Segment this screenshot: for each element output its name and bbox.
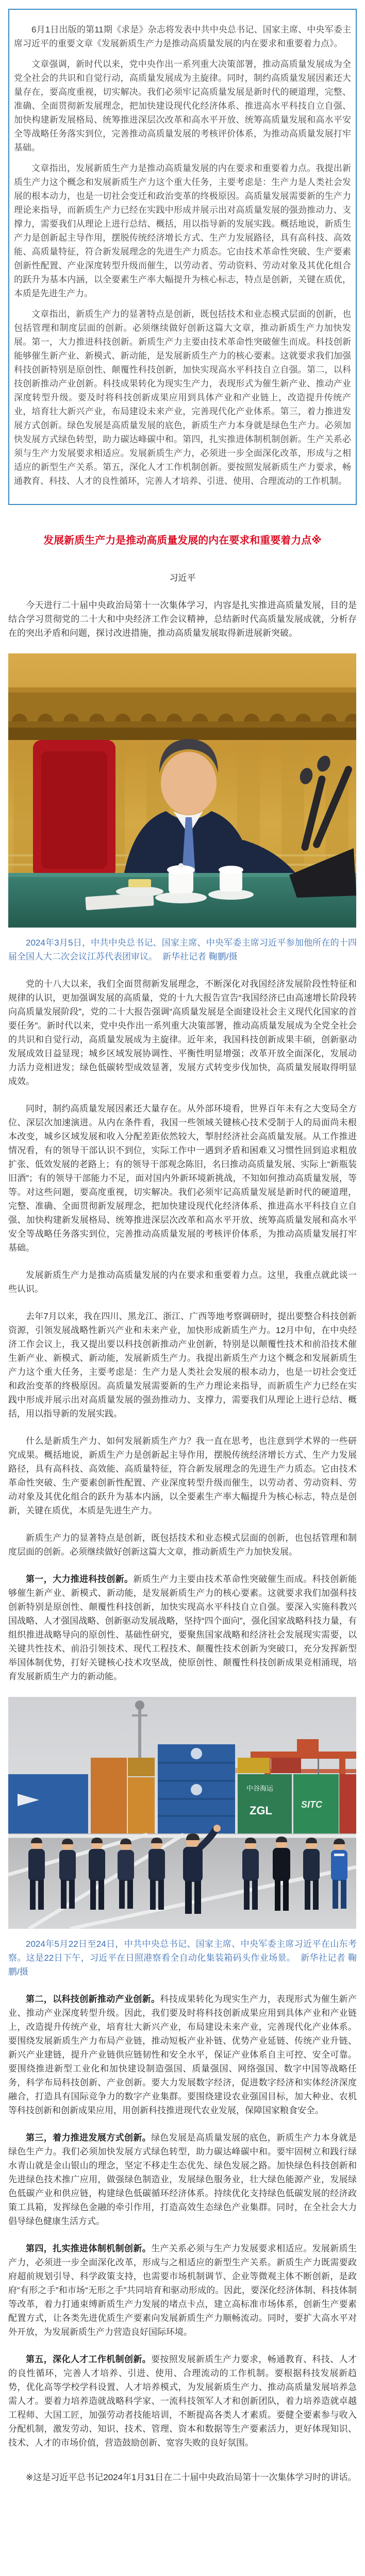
point-lead: 第三，着力推进发展方式创新。: [26, 2133, 152, 2143]
body-paragraph: 什么是新质生产力、如何发展新质生产力？我一直在思考，也注意到学术界的一些研究成果。概括地说，新质生产力是创新起主导作用，摆脱传统经济增长方式、生产力发展路径，具有高科技、高效能、高质量特征，符合新发展理念的先进生产力质态。它由技术革命性突破、生产要素创新性配置、产业深度转型升级而催生，以劳动者、劳动资料、劳动对象及其优化组合的跃升为基本内涵，以全要素生产率大幅提升为核心标志，特点是创新，关键在质优，本质是先进生产力。: [8, 1436, 357, 1516]
body-paragraph-point-2: [8, 1992, 357, 2117]
photo-xi-npc-jiangsu-illustration: [8, 653, 356, 928]
photo-caption: [8, 936, 357, 964]
container-label-zgl: ZGL: [250, 1804, 272, 1817]
point-lead: 第一，大力推进科技创新。: [26, 1574, 134, 1584]
point-lead: 第二，以科技创新推动产业创新。: [26, 1994, 160, 2004]
photo-xi-rizhao-port: [8, 1697, 357, 1929]
body-paragraph-point-3: [8, 2131, 357, 2228]
body-paragraph: 去年7月以来，我在四川、黑龙江、浙江、广西等地考察调研时，提出要整合科技创新资源，引领发展战略性新兴产业和未来产业，加快形成新质生产力。12月中旬，在中央经济工作会议上，我又提出要以科技创新推动产业创新，特别是以颠覆性技术和前沿技术催生新产业、新模式、新动能，发展新质生产力。我提出新质生产力这个概念和发展新质生产力这个重大任务，主要考虑是：生产力是人类社会发展的根本动力，也是一切社会变迁和政治变革的终极原因。高质量发展需要新的生产力理论来指导，而新质生产力已经在实践中形成并展示出对高质量发展的强劲推动力、支撑力，需要我们从理论上进行总结、概括，用以指导新的发展实践。: [8, 1311, 357, 1419]
photo-xi-npc-jiangsu-delegation: [8, 653, 357, 928]
summary-paragraph: 文章指出，发展新质生产力是推动高质量发展的内在要求和重要着力点。我提出新质生产力这个概念和发展新质生产力这个重大任务，主要考虑是：生产力是人类社会发展的根本动力，也是一切社会变迁和政治变革的终极原因。高质量发展需要新的生产力理论来指导，而新质生产力已经在实践中形成并展示出对高质量发展的强劲推动力、支撑力，需要我们从理论上进行总结、概括，用以指导新的发展实践。概括地说，新质生产力是创新起主导作用，摆脱传统经济增长方式、生产力发展路径，具有高科技、高效能、高质量特征，符合新发展理念的先进生产力质态。它由技术革命性突破、生产要素创新性配置、产业深度转型升级而催生，以劳动者、劳动资料、劳动对象及其优化组合的跃升为基本内涵，以全要素生产率大幅提升为核心标志，特点是创新，关键在质优，本质是先进生产力。: [14, 163, 351, 298]
point-text: 新质生产力主要由技术革命性突破催生而成。科技创新能够催生新产业、新模式、新动能，是发展新质生产力的核心要素。这就要求我们加强科技创新特别是原创性、颠覆性科技创新，加快实现高水平科技自立自强。要深入实施科教兴国战略、人才强国战略、创新驱动发展战略，坚持“四个面向”，强化国家战略科技力量，有组织推进战略导向的原创性、基础性研究，要聚焦国家战略和经济社会发展现实需要，以关键共性技术、前沿引领技术、现代工程技术、颠覆性技术创新为突破口，充分发挥新型举国体制优势，打好关键核心技术攻坚战，使原创性、颠覆性科技创新成果竞相涌现，培育发展新质生产力的新动能。: [8, 1574, 357, 1681]
article-title: 发展新质生产力是推动高质量发展的内在要求和重要着力点※: [43, 535, 322, 546]
point-lead: 第四，扎实推进体制机制创新。: [26, 2244, 152, 2253]
point-text: 生产关系必须与生产力发展要求相适应。发展新质生产力，必须进一步全面深化改革，形成与之相适应的新型生产关系。新质生产力既需要政府超前规划引导、科学政策支持，也需要市场机制调节、企业等微观主体不断创新，是政府“有形之手”和市场“无形之手”共同培育和驱动形成的。因此，要深化经济体制、科技体制等改革，着力打通束缚新质生产力发展的堵点卡点，建立高标准市场体系，创新生产要素配置方式，让各类先进优质生产要素向发展新质生产力顺畅流动。同时，要扩大高水平对外开放，为发展新质生产力营造良好国际环境。: [8, 2244, 357, 2337]
body-paragraph-point-1: [8, 1572, 357, 1683]
container-label-zhonggu: 中谷海运: [246, 1784, 274, 1792]
point-text: 科技成果转化为现实生产力，表现形式为催生新产业、推动产业深度转型升级。因此，我们要及时将科技创新成果应用到具体产业和产业链上，改造提升传统产业，培育壮大新兴产业，布局建设未来产业，完善现代化产业体系。要围绕发展新质生产力布局产业链，推动短板产业补链、优势产业延链、传统产业升链、新兴产业建链，提升产业链供应链韧性和安全水平，保证产业体系自主可控、安全可靠。要围绕推进新型工业化和加快建设制造强国、质量强国、网络强国、数字中国等战略任务，科学布局科技创新、产业创新。要大力发展数字经济，促进数字经济和实体经济深度融合，打造具有国际竞争力的数字产业集群。要围绕建设农业强国目标，加大种业、农机等科技创新和创新成果应用，用创新科技推进现代农业发展，保障国家粮食安全。: [8, 1994, 357, 2115]
point-lead: 第五，深化人才工作机制创新。: [26, 2354, 152, 2364]
body-paragraph: 党的十八大以来，我们全面贯彻新发展理念，不断深化对我国经济发展阶段性特征和规律的认识，更加强调发展的高质量，党的十九大报告宣告“我国经济已由高速增长阶段转向高质量发展阶段”，党的二十大报告强调“高质量发展是全面建设社会主义现代化国家的首要任务”。新时代以来，党中央作出一系列重大决策部署，推动高质量发展成为全党全社会的共识和自觉行动，高质量发展成为主旋律。近年来，我国科技创新成果丰硕，创新驱动发展成效日益显现；城乡区域发展协调性、平衡性明显增强；改革开放全面深化，发展动力活力竞相迸发；绿色低碳转型成效显著，发展方式转变步伐加快，高质量发展取得明显成效。: [8, 979, 357, 1086]
author-name: 习近平: [169, 573, 196, 583]
footnote: ※这是习近平总书记2024年1月31日在二十届中央政治局第十一次集体学习时的讲话。: [26, 2472, 357, 2482]
body-paragraph: 同时，制约高质量发展因素还大量存在。从外部环境看，世界百年未有之大变局全方位、深层次加速演进。从内在条件看，我国一些领域关键核心技术受制于人的局面尚未根本改变，城乡区域发展和收入分配差距依然较大，掣肘经济社会高质量发展。从工作推进情况看，有的领导干部认识不到位，实际工作中一遇到矛盾和困难又习惯性回到追求粗放扩张、低效发展的老路上；有的领导干部观念陈旧，名曰推动高质量发展、实际上“新瓶装旧酒”；有的领导干部能力不足，面对国内外新环境新挑战，不知如何推动高质量发展，等等。对这些问题，要高度重视，切实解决。我们必须牢记高质量发展是新时代的硬道理，完整、准确、全面贯彻新发展理念，把加快建设现代化经济体系、推进高水平科技自立自强、加快构建新发展格局、统筹推进深层次改革和高水平开放、统筹高质量发展和高水平安全等战略任务落实到位，完善推动高质量发展的考核评价体系，为推动高质量发展打牢基础。: [8, 1104, 357, 1253]
body-paragraph-point-4: [8, 2242, 357, 2339]
caption-text: 2024年3月5日，中共中央总书记、国家主席、中央军委主席习近平参加他所在的十四届全国人大二次会议江苏代表团审议。: [8, 938, 357, 962]
summary-paragraph: 6月1日出版的第11期《求是》杂志将发表中共中央总书记、国家主席、中央军委主席习近平的重要文章《发展新质生产力是推动高质量发展的内在要求和重要着力点》。: [14, 25, 351, 48]
photo-caption: [8, 1937, 357, 1979]
caption-text: 2024年5月22日至24日，中共中央总书记、国家主席、中央军委主席习近平在山东考察。这是22日下午，习近平在日照港察看全自动化集装箱码头作业场景。: [8, 1939, 357, 1963]
summary-paragraph: 文章强调，新时代以来，党中央作出一系列重大决策部署，推动高质量发展成为全党全社会的共识和自觉行动，高质量发展成为主旋律。同时，制约高质量发展因素还大量存在，要高度重视，切实解决。我们必须牢记高质量发展是新时代的硬道理，完整、准确、全面贯彻新发展理念，把加快建设现代化经济体系、推进高水平科技自立自强、加快构建新发展格局、统筹推进深层次改革和高水平开放、统筹高质量发展和高水平安全等战略任务落实到位，完善推动高质量发展的考核评价体系，为推动高质量发展打牢基础。: [14, 59, 351, 153]
summary-box: [8, 9, 357, 505]
body-paragraph: 发展新质生产力是推动高质量发展的内在要求和重要着力点。这里，我重点就此谈一些认识。: [8, 1270, 357, 1294]
photo-xi-rizhao-port-illustration: [8, 1697, 356, 1929]
photo-credit: 新华社记者 鞠鹏/摄: [162, 952, 238, 962]
photo-credit: 新华社记者 鞠鹏/摄: [8, 1953, 357, 1977]
body-paragraph-point-5: [8, 2352, 357, 2450]
body-paragraph: 今天进行二十届中央政治局第十一次集体学习，内容是扎实推进高质量发展，目的是结合学习贯彻党的二十大和中央经济工作会议精神，总结新时代高质量发展成就，分析存在的突出矛盾和问题，探讨改进措施，推动高质量发展取得新进展新突破。: [8, 600, 357, 638]
summary-paragraph: 文章指出，新质生产力的显著特点是创新，既包括技术和业态模式层面的创新，也包括管理和制度层面的创新。必须继续做好创新这篇大文章，推动新质生产力加快发展。第一，大力推进科技创新。新质生产力主要由技术革命性突破催生而成。科技创新能够催生新产业、新模式、新动能，是发展新质生产力的核心要素。这就要求我们加强科技创新特别是原创性、颠覆性科技创新，加快实现高水平科技自立自强。第二，以科技创新推动产业创新。科技成果转化为现实生产力，表现形式为催生新产业、推动产业深度转型升级。要及时将科技创新成果应用到具体产业和产业链上，改造提升传统产业，培育壮大新兴产业，布局建设未来产业，完善现代化产业体系。第三，着力推进发展方式创新。绿色发展是高质量发展的底色，新质生产力本身就是绿色生产力。必须加快发展方式绿色转型，助力碳达峰碳中和。第四，扎实推进体制机制创新。生产关系必须与生产力发展要求相适应。发展新质生产力，必须进一步全面深化改革，形成与之相适应的新型生产关系。第五，深化人才工作机制创新。要按照发展新质生产力要求，畅通教育、科技、人才的良性循环，完善人才培养、引进、使用、合理流动的工作机制。: [14, 309, 351, 486]
point-text: 要按照发展新质生产力要求，畅通教育、科技、人才的良性循环，完善人才培养、引进、使用、合理流动的工作机制。要根据科技发展新趋势，优化高等学校学科设置、人才培养模式，为发展新质生产力、推动高质量发展培养急需人才。要着力培养造就战略科学家、一流科技领军人才和创新团队，着力培养造就卓越工程师、大国工匠，加强劳动者技能培训，不断提高各类人才素质。要健全要素参与收入分配机制，激发劳动、知识、技术、管理、资本和数据等生产要素活力，更好体现知识、技术、人才的市场价值，营造鼓励创新、宽容失败的良好氛围。: [8, 2354, 357, 2448]
container-label-sitc: SITC: [301, 1799, 323, 1810]
point-text: 绿色发展是高质量发展的底色，新质生产力本身就是绿色生产力。我们必须加快发展方式绿色转型，助力碳达峰碳中和。要牢固树立和践行绿水青山就是金山银山的理念，坚定不移走生态优先、绿色发展之路。加快绿色科技创新和先进绿色技术推广应用，做强绿色制造业，发展绿色服务业，壮大绿色能源产业，发展绿色低碳产业和供应链，构建绿色低碳循环经济体系。持续优化支持绿色低碳发展的经济政策工具箱，发挥绿色金融的牵引作用，打造高效生态绿色产业集群。同时，在全社会大力倡导绿色健康生活方式。: [8, 2133, 357, 2226]
body-paragraph: 新质生产力的显著特点是创新，既包括技术和业态模式层面的创新，也包括管理和制度层面的创新。必须继续做好创新这篇大文章，推动新质生产力加快发展。: [8, 1533, 357, 1557]
